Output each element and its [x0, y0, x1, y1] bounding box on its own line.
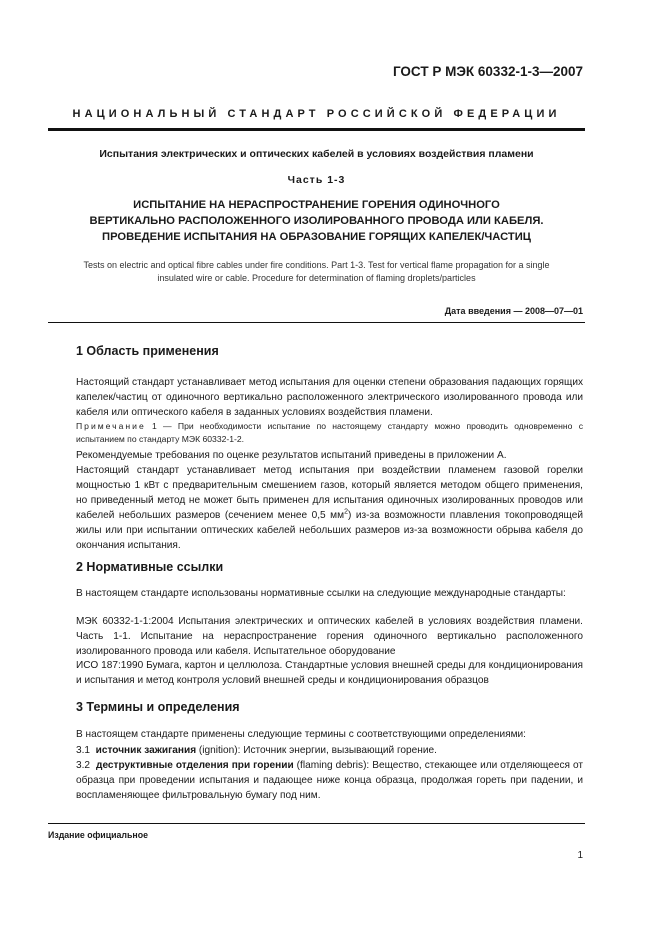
- section-2-paragraph: В настоящем стандарте использованы нормативные ссылки на следующие международные стандарты:: [76, 588, 566, 599]
- term-definition: [76, 758, 583, 803]
- section-1-heading: 1 Область применения: [76, 344, 219, 358]
- section-1-paragraph: [76, 463, 583, 553]
- edition-label: Издание официальное: [48, 830, 148, 840]
- header-divider: [48, 128, 585, 131]
- section-2-heading: 2 Нормативные ссылки: [76, 560, 224, 574]
- superscript: 2: [344, 508, 348, 516]
- main-title: [48, 197, 585, 245]
- part-label: Часть 1-3: [287, 174, 346, 186]
- term-text: (ignition): Источник энергии, вызывающий горение.: [196, 745, 437, 756]
- title-divider: [48, 322, 585, 323]
- section-1-note: [76, 420, 583, 446]
- english-title: [48, 259, 585, 285]
- normative-reference: МЭК 60332-1-1:2004 Испытания электрических и оптических кабелей в условиях воздействия пламени. Часть 1-1. Испытание на нераспространение горения одиночного вертикально расположенного изолированного провода или кабеля. Испытательное оборудование: [76, 616, 583, 657]
- english-title-line: insulated wire or cable. Procedure for determination of flaming droplets/particles: [157, 273, 476, 283]
- term-definition: [76, 743, 583, 758]
- term-name: источник зажигания: [95, 745, 197, 756]
- english-title-line: Tests on electric and optical fibre cables under fire conditions. Part 1-3. Test for vertical flame propagation for a single: [83, 260, 550, 270]
- introduction-date: Дата введения — 2008—07—01: [444, 306, 583, 316]
- paragraph-text: Настоящий стандарт устанавливает метод испытания при воздействии пламенем газовой горелки мощностью 1 кВт с предварительным смешением газов, который является методом общего применения, но приведенный метод не может быть применен для испытания одиночных изолированных проводов или кабелей небольших размеров (сечением менее 0,5 мм: [76, 465, 583, 521]
- section-3-heading: 3 Термины и определения: [76, 700, 240, 714]
- main-title-line: ВЕРТИКАЛЬНО РАСПОЛОЖЕННОГО ИЗОЛИРОВАННОГО ПРОВОДА ИЛИ КАБЕЛЯ.: [89, 215, 544, 227]
- section-3-paragraph: В настоящем стандарте применены следующие термины с соответствующими определениями:: [76, 729, 526, 740]
- main-title-line: ПРОВЕДЕНИЕ ИСПЫТАНИЯ НА ОБРАЗОВАНИЕ ГОРЯЩИХ КАПЕЛЕК/ЧАСТИЦ: [102, 231, 531, 243]
- document-code: ГОСТ Р МЭК 60332-1-3—2007: [392, 64, 583, 79]
- page-number: 1: [577, 850, 583, 861]
- note-label: Примечание: [76, 421, 146, 431]
- section-1-paragraph: Рекомендуемые требования по оценке результатов испытаний приведены в приложении А.: [76, 450, 507, 461]
- term-text: (flaming debris): Вещество, стекающее или отделяющееся от образца при проведении испытания и падающее ниже конца образца, продолжая гореть при падении, и воспламеняющее фильтровальную бумагу под ним.: [76, 760, 583, 801]
- national-standard-banner: НАЦИОНАЛЬНЫЙ СТАНДАРТ РОССИЙСКОЙ ФЕДЕРАЦИИ: [72, 108, 561, 120]
- main-title-line: ИСПЫТАНИЕ НА НЕРАСПРОСТРАНЕНИЕ ГОРЕНИЯ ОДИНОЧНОГО: [133, 199, 500, 211]
- term-name: деструктивные отделения при горении: [96, 760, 294, 771]
- term-number: 3.1: [76, 745, 91, 756]
- normative-reference: ИСО 187:1990 Бумага, картон и целлюлоза. Стандартные условия внешней среды для кондиционирования и испытания и метод контроля условий внешней среды и кондиционирования образцов: [76, 660, 583, 686]
- note-text: 1 — При необходимости испытание по настоящему стандарту можно проводить одновременно с испытанием по стандарту МЭК 60332-1-2.: [76, 421, 583, 444]
- section-1-paragraph: Настоящий стандарт устанавливает метод испытания для оценки степени образования падающих горящих капелек/частиц от одиночного вертикально расположенного электрического изолированного провода или кабеля или оптического кабеля в заданных условиях воздействия пламени.: [76, 377, 583, 418]
- paragraph-text: ) из-за возможности плавления токопроводящей жилы или при испытании оптических кабелей небольших размеров из-за возможности обрыва кабеля до окончания испытания.: [76, 510, 583, 551]
- document-subtitle: Испытания электрических и оптических кабелей в условиях воздействия пламени: [99, 148, 534, 160]
- footer-divider: [48, 823, 585, 824]
- term-number: 3.2: [76, 760, 91, 771]
